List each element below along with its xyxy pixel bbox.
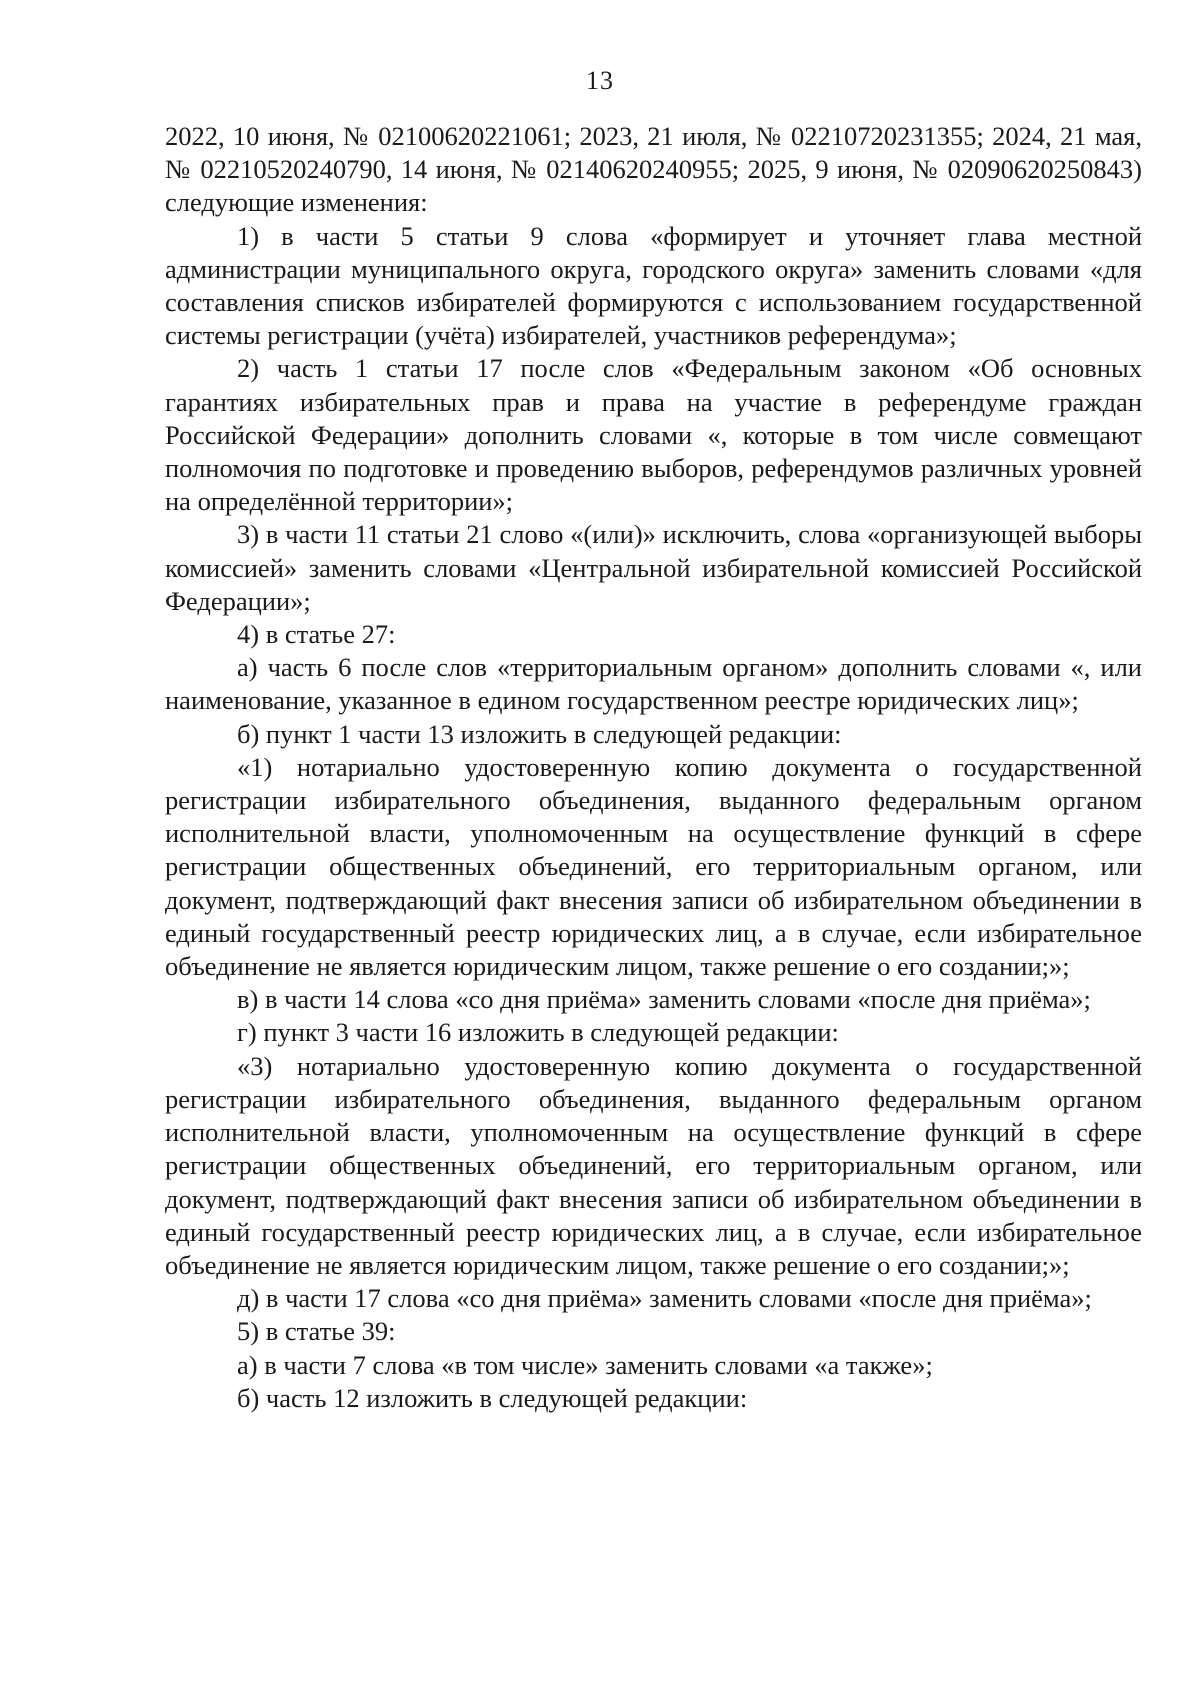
paragraph-item-5: 5) в статье 39:: [237, 1316, 396, 1347]
paragraph-item-4d: д) в части 17 слова «со дня приёма» заменить словами «после дня приёма»;: [237, 1283, 1092, 1314]
paragraph-quote-1: «1) нотариально удостоверенную копию документа о государственной регистрации избирательного объединения, выданного федеральным органом исполнительной власти, уполномоченным на осуществление функций в сфере регистрации общественных объединений, его территориальным органом, или документ, подтверждающий факт внесения записи об избирательном объединении в единый государственный реестр юридических лиц, а в случае, если избирательное объединение не является юридическим лицом, также решение о его создании;»;: [165, 751, 1142, 982]
paragraph-item-4v: в) в части 14 слова «со дня приёма» заменить словами «после дня приёма»;: [237, 984, 1091, 1015]
paragraph-item-5b: б) часть 12 изложить в следующей редакции:: [237, 1382, 748, 1413]
paragraph-item-3: 3) в части 11 статьи 21 слово «(или)» исключить, слова «организующей выборы комиссией» заменить словами «Центральной избирательной комиссией Российской Федерации»;: [165, 519, 1142, 616]
paragraph-amendment-intro: 2022, 10 июня, № 02100620221061; 2023, 21 июля, № 02210720231355; 2024, 21 мая, № 02210520240790, 14 июня, № 02140620240955; 2025, 9 июня, № 02090620250843) следующие изменения:: [165, 121, 1142, 218]
paragraph-item-1: 1) в части 5 статьи 9 слова «формирует и уточняет глава местной администрации муниципального округа, городского округа» заменить словами «для составления списков избирателей формируются с использованием государственной системы регистрации (учёта) избирателей, участников референдума»;: [165, 220, 1142, 351]
paragraph-item-4b: б) пункт 1 части 13 изложить в следующей редакции:: [237, 718, 842, 749]
paragraph-item-5a: а) в части 7 слова «в том числе» заменить словами «а также»;: [237, 1349, 933, 1380]
paragraph-item-2: 2) часть 1 статьи 17 после слов «Федеральным законом «Об основных гарантиях избирательных прав и права на участие в референдуме граждан Российской Федерации» дополнить словами «, которые в том числе совмещают полномочия по подготовке и проведению выборов, референдумов различных уровней на определённой территории»;: [165, 353, 1142, 517]
paragraph-quote-3: «3) нотариально удостоверенную копию документа о государственной регистрации избирательного объединения, выданного федеральным органом исполнительной власти, уполномоченным на осуществление функций в сфере регистрации общественных объединений, его территориальным органом, или документ, подтверждающий факт внесения записи об избирательном объединении в единый государственный реестр юридических лиц, а в случае, если избирательное объединение не является юридическим лицом, также решение о его создании;»;: [165, 1050, 1142, 1280]
paragraph-item-4a: а) часть 6 после слов «территориальным органом» дополнить словами «, или наименование, указанное в едином государственном реестре юридических лиц»;: [165, 652, 1142, 716]
paragraph-item-4g: г) пункт 3 части 16 изложить в следующей редакции:: [237, 1017, 839, 1048]
page-number: 13: [586, 66, 614, 95]
document-body: [165, 120, 1142, 1415]
paragraph-item-4: 4) в статье 27:: [237, 619, 396, 650]
